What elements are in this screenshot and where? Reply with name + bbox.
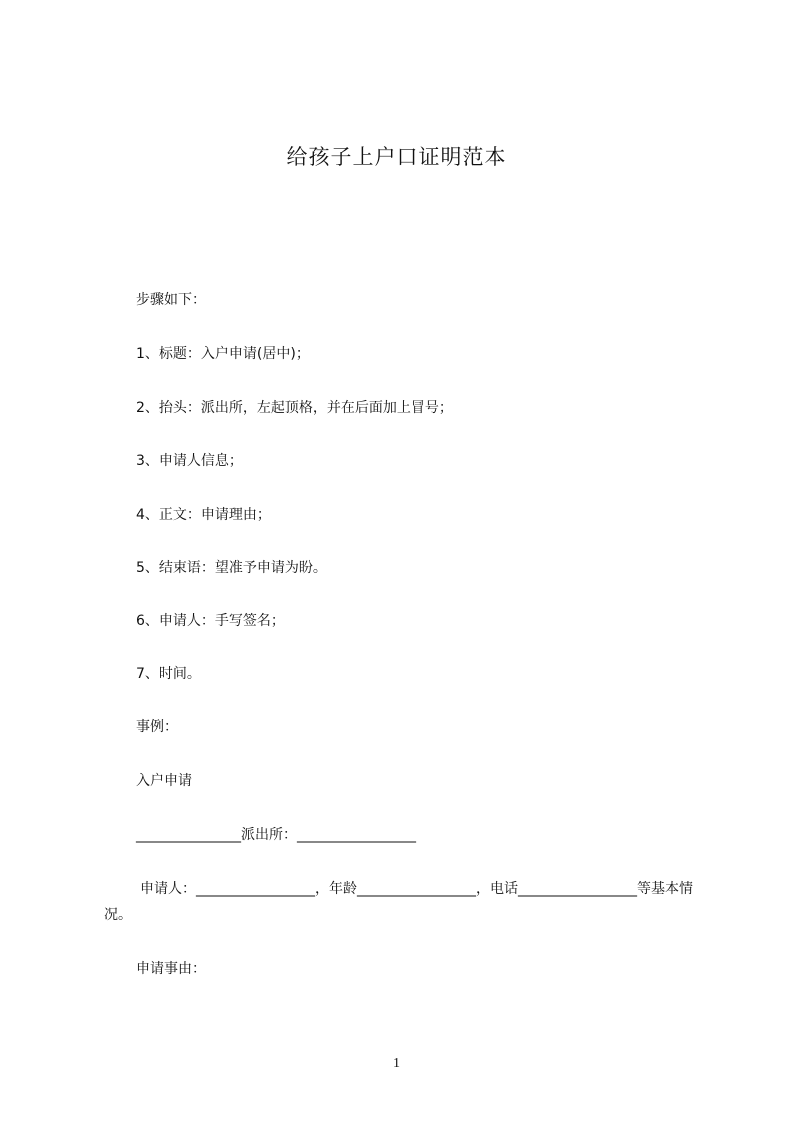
- applicant-info-line: 申请人：_________________，年龄_________________，电话_________________等基本情况。: [104, 881, 693, 923]
- text-line: 4、正文：申请理由；: [136, 507, 271, 523]
- text-line: 入户申请: [136, 773, 192, 789]
- text-line: 7、时间。: [136, 666, 201, 682]
- text-line: _______________派出所：_________________: [136, 827, 416, 843]
- text-line: 事例：: [136, 719, 178, 735]
- page-number: 1: [393, 1056, 400, 1071]
- text-line: 申请事由：: [136, 961, 206, 977]
- text-line: 2、抬头：派出所，左起顶格，并在后面加上冒号；: [136, 400, 453, 416]
- text-line: 5、结束语：望准予申请为盼。: [136, 560, 327, 576]
- document-title: 给孩子上户口证明范本: [286, 145, 507, 169]
- text-line: 3、申请人信息；: [136, 453, 243, 469]
- text-line: 1、标题：入户申请(居中)；: [136, 346, 310, 362]
- text-line: 6、申请人：手写签名；: [136, 613, 285, 629]
- text-line: 步骤如下：: [136, 292, 206, 308]
